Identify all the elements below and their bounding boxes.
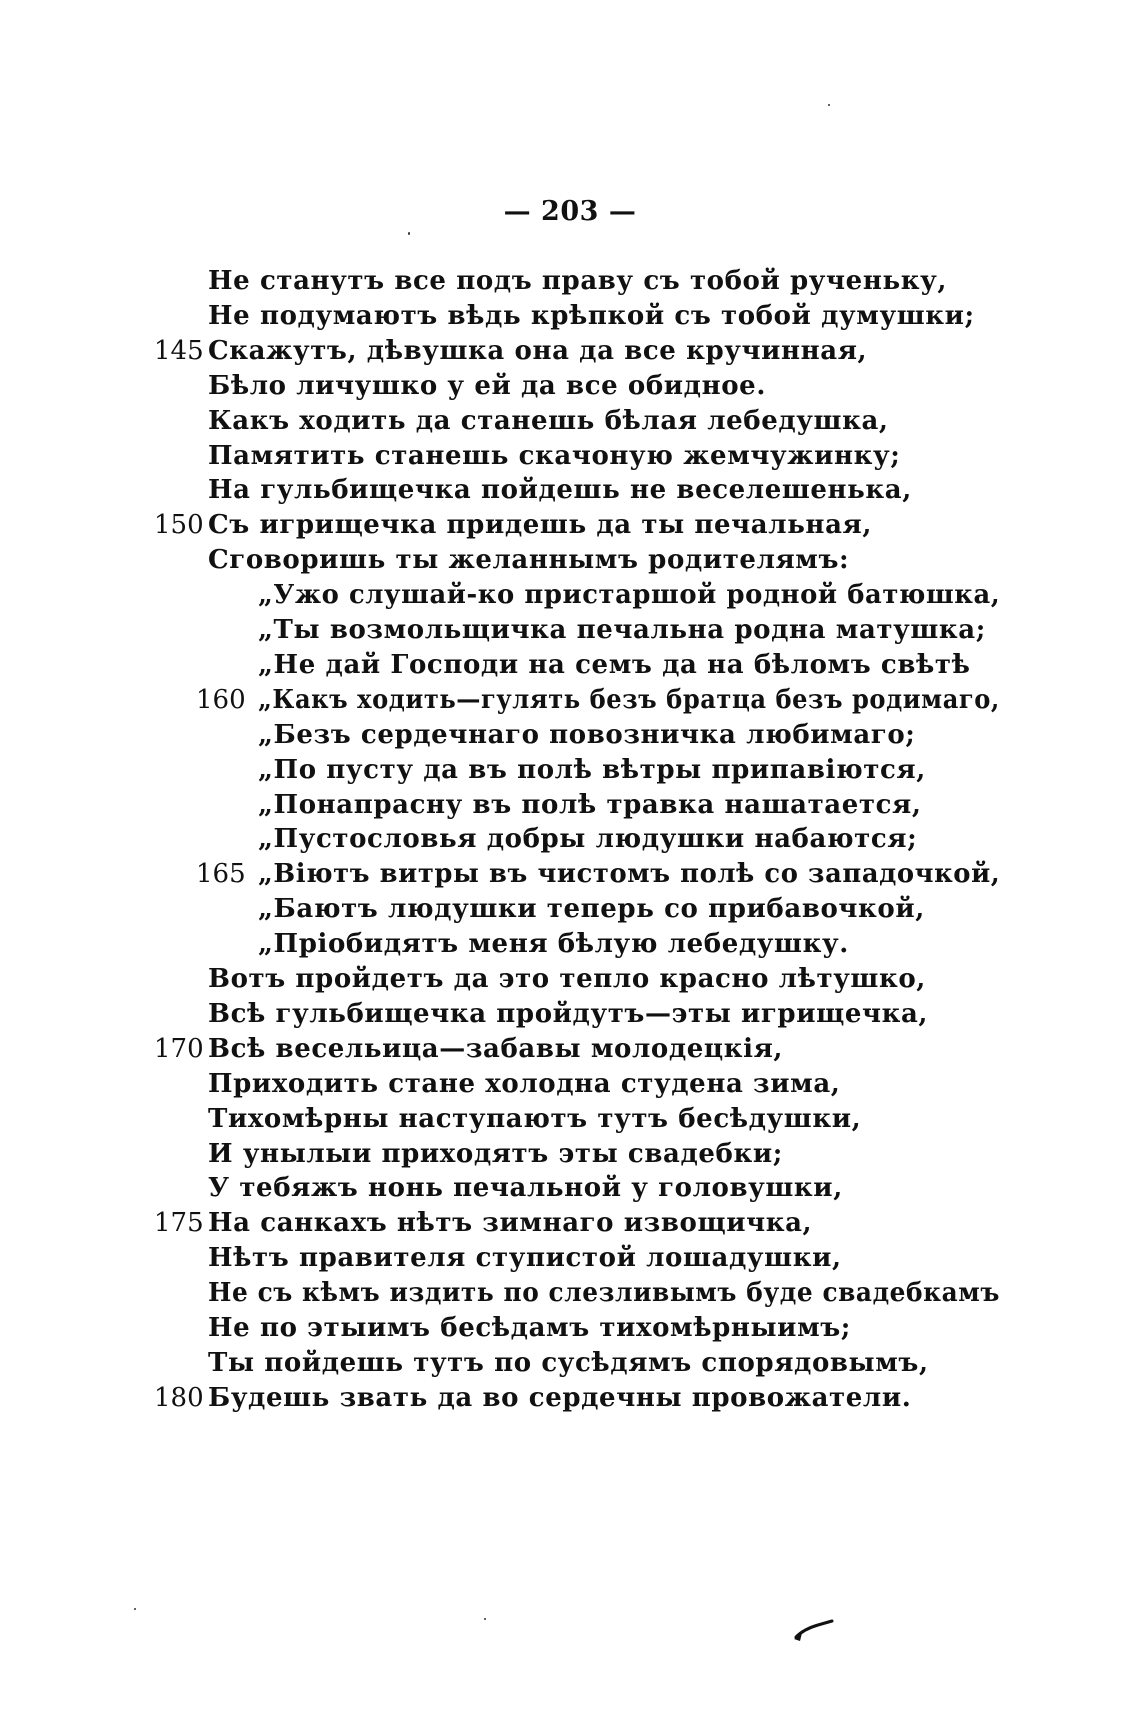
line-number: 170 [154, 1034, 204, 1064]
poem-line-text: Не станутъ все подъ праву съ тобой рученьку, [208, 266, 947, 296]
poem-line-text: Нѣтъ правителя ступистой лошадушки, [208, 1243, 842, 1273]
page-number: — 203 — [503, 196, 637, 227]
poem-line-text: Ты пойдешь тутъ по сусѣдямъ спорядовымъ, [208, 1348, 929, 1378]
line-number: 165 [196, 859, 246, 889]
poem-line-text: „Ты возмольщичка печальна родна матушка; [258, 615, 986, 645]
pen-mark-icon [790, 1615, 850, 1645]
poem-line-text: На гульбищечка пойдешь не веселешенька, [208, 475, 912, 505]
ink-speck [408, 232, 410, 235]
line-number: 160 [196, 685, 246, 715]
ink-speck [484, 1618, 486, 1620]
poem-line-text: Будешь звать да во сердечны провожатели. [208, 1383, 912, 1413]
poem-line-text: На санкахъ нѣтъ зимнаго извощичка, [208, 1208, 813, 1238]
poem-line-text: Памятить станешь скачоную жемчужинку; [208, 441, 901, 471]
poem-line-text: Скажутъ, дѣвушка она да все кручинная, [208, 336, 868, 366]
poem-line-text: Всѣ гульбищечка пройдутъ—эты игрищечка, [208, 999, 929, 1029]
poem-line-text: „Пріобидятъ меня бѣлую лебедушку. [258, 929, 849, 959]
poem-line-text: „Безъ сердечнаго повозничка любимаго; [258, 720, 916, 750]
poem-line-text: Тихомѣрны наступаютъ тутъ бесѣдушки, [208, 1104, 862, 1134]
poem-line-text: Всѣ весельица—забавы молодецкія, [208, 1034, 784, 1064]
ink-speck [828, 104, 830, 106]
poem-line-text: „Пустословья добры людушки набаются; [258, 824, 918, 854]
poem-line-text: Не по этыимъ бесѣдамъ тихомѣрныимъ; [208, 1313, 851, 1343]
line-number: 180 [154, 1383, 204, 1413]
ink-speck [134, 1608, 136, 1610]
poem-line-text: Не подумаютъ вѣдь крѣпкой съ тобой думушки; [208, 301, 975, 331]
poem-line-text: „Віютъ витры въ чистомъ полѣ со западочкой, [258, 859, 1001, 889]
poem-line-text: У тебяжъ нонь печальной у головушки, [208, 1173, 843, 1203]
poem-line-text: „Ужо слушай-ко пристаршой родной батюшка, [258, 580, 1001, 610]
poem-line-text: Бѣло личушко у ей да все обидное. [208, 371, 766, 401]
poem-line-text: „По пусту да въ полѣ вѣтры припавіются, [258, 755, 926, 785]
line-number: 175 [154, 1208, 204, 1238]
poem-line-text: И унылыи приходятъ эты свадебки; [208, 1139, 783, 1169]
poem-line-text: „Не дай Господи на семъ да на бѣломъ свѣтѣ [258, 650, 971, 680]
poem-line-text: Не съ кѣмъ издить по слезливымъ буде свадебкамъ [208, 1278, 1001, 1308]
poem-line-text: Сговоришь ты желаннымъ родителямъ: [208, 545, 850, 575]
poem-line-text: „Понапрасну въ полѣ травка нашатается, [258, 790, 922, 820]
poem-line-text: Съ игрищечка придешь да ты печальная, [208, 510, 872, 540]
poem-line-text: Приходить стане холодна студена зима, [208, 1069, 841, 1099]
poem-line-text: Вотъ пройдетъ да это тепло красно лѣтушко, [208, 964, 926, 994]
line-number: 145 [154, 336, 204, 366]
line-number: 150 [154, 510, 204, 540]
poem-line-text: Какъ ходить да станешь бѣлая лебедушка, [208, 406, 889, 436]
poem-line-text: „Баютъ людушки теперь со прибавочкой, [258, 894, 925, 924]
poem-line-text: „Какъ ходить—гулять безъ братца безъ родимаго, [258, 685, 1000, 715]
